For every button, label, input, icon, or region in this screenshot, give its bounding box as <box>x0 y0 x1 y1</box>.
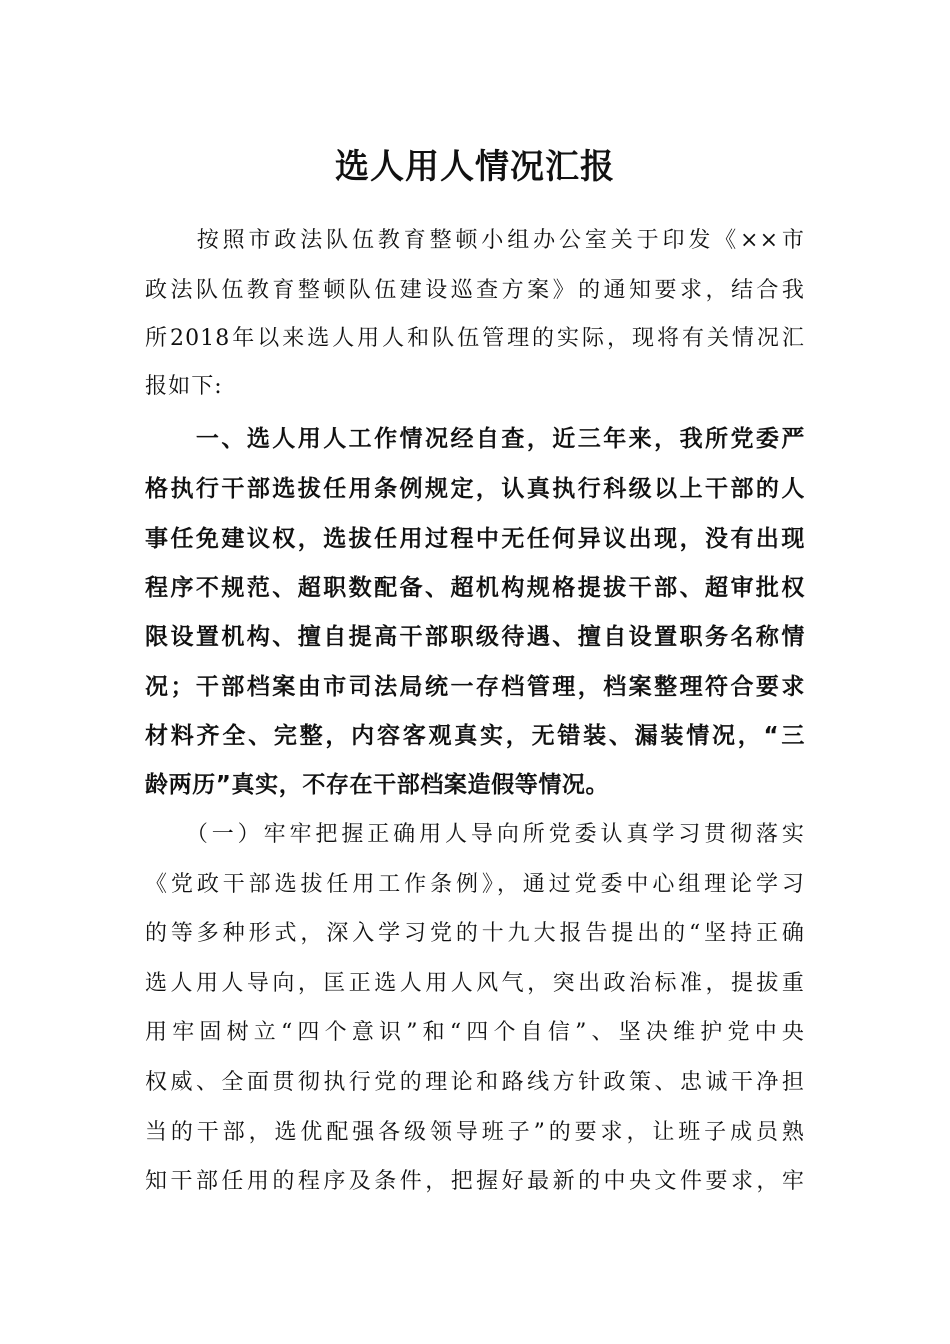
paragraph-line: 限设置机构、擅自提高干部职级待遇、擅自设置职务名称情 <box>145 624 805 650</box>
paragraph-line: 用牢固树立“四个意识”和“四个自信”、坚决维护党中央 <box>145 1020 805 1045</box>
paragraph-line: 报如下: <box>145 374 223 399</box>
paragraph-line: 材料齐全、完整，内容客观真实，无错装、漏装情况，“三 <box>145 723 805 749</box>
paragraph-line: 选人用人导向，匡正选人用人风气，突出政治标准，提拔重 <box>145 971 805 996</box>
paragraph-line: 政法队伍教育整顿队伍建设巡查方案》的通知要求，结合我 <box>145 278 805 303</box>
paragraph-line: 的等多种形式，深入学习党的十九大报告提出的“坚持正确 <box>145 921 805 946</box>
paragraph-line: 况；干部档案由市司法局统一存档管理，档案整理符合要求 <box>145 674 805 700</box>
paragraph-line: 事任免建议权，选拔任用过程中无任何异议出现，没有出现 <box>145 526 805 552</box>
paragraph-line: 权威、全面贯彻执行党的理论和路线方针政策、忠诚干净担 <box>145 1070 805 1095</box>
paragraph-line: 龄两历”真实，不存在干部档案造假等情况。 <box>145 772 610 798</box>
paragraph-line: 当的干部，选优配强各级领导班子”的要求，让班子成员熟 <box>145 1120 805 1145</box>
paragraph-line: 所2018年以来选人用人和队伍管理的实际，现将有关情况汇 <box>145 326 805 351</box>
paragraph-line: 知干部任用的程序及条件，把握好最新的中央文件要求，牢 <box>145 1169 805 1194</box>
paragraph-line: 《党政干部选拔任用工作条例》，通过党委中心组理论学习 <box>145 872 805 897</box>
paragraph-line: 程序不规范、超职数配备、超机构规格提拔干部、超审批权 <box>145 575 805 601</box>
paragraph-line: （一）牢牢把握正确用人导向所党委认真学习贯彻落实 <box>145 822 805 847</box>
document-title: 选人用人情况汇报 <box>335 147 615 187</box>
paragraph-line: 一、选人用人工作情况经自查，近三年来，我所党委严 <box>145 426 805 452</box>
paragraph-line: 格执行干部选拔任用条例规定，认真执行科级以上干部的人 <box>145 476 805 502</box>
paragraph-line: 按照市政法队伍教育整顿小组办公室关于印发《××市 <box>145 228 805 253</box>
